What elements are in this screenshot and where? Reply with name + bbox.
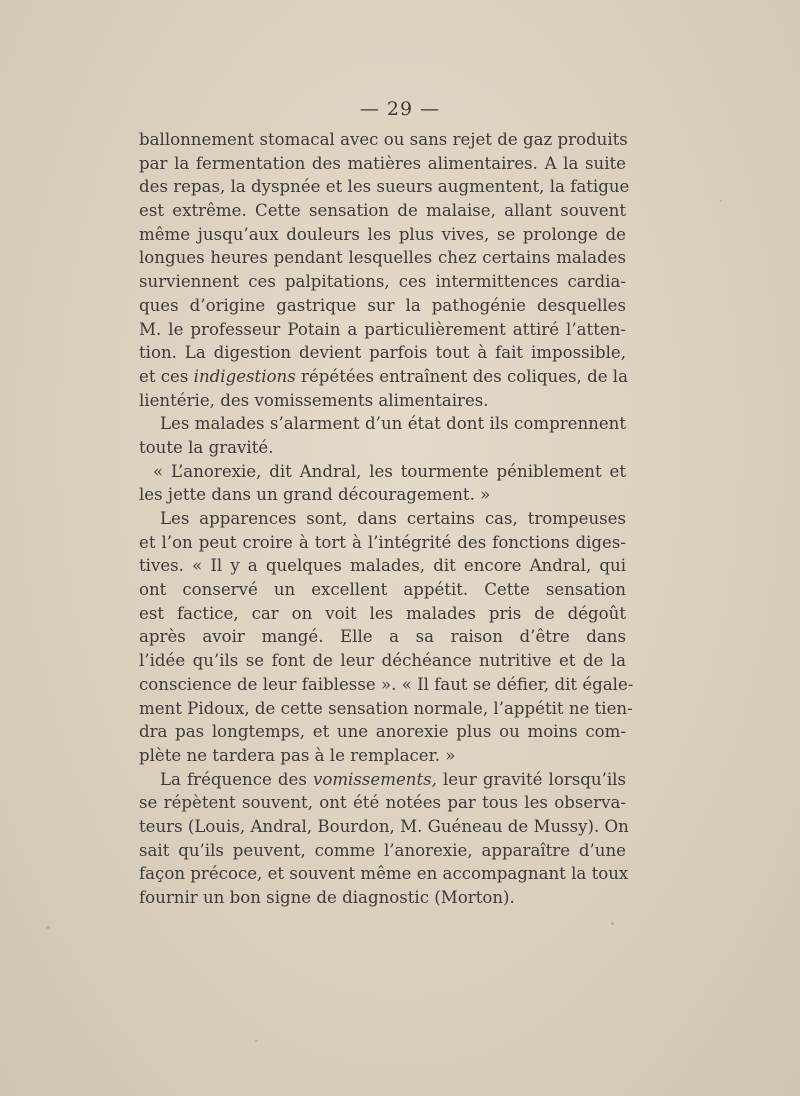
text-line: et l’on peut croire à tort à l’intégrité des fonctions diges- [139,532,626,552]
text-line: par la fermentation des matières alimentaires. A la suite [139,153,626,173]
text-line: se répètent souvent, ont été notées par tous les observa- [139,793,626,813]
text-line [139,365,626,389]
paper-speck [611,922,614,925]
text-line: longues heures pendant lesquelles chez certains malades [139,248,626,268]
text-line: teurs (Louis, Andral, Bourdon, M. Guéneau de Mussy). On [139,816,629,836]
text-line: l’idée qu’ils se font de leur déchéance nutritive et de la [139,651,626,671]
text-line: fournir un bon signe de diagnostic (Morton). [139,888,515,907]
text-line: conscience de leur faiblesse ». « Il faut se défier, dit égale- [139,674,634,694]
text-line: tives. « Il y a quelques malades, dit encore Andral, qui [139,556,626,576]
text-fragment: et ces [139,366,194,386]
page-number: — 29 — [359,98,441,120]
paragraph-start-line: « L’anorexie, dit Andral, les tourmente péniblement et [153,461,626,481]
body-text [139,128,634,910]
text-line: ballonnement stomacal avec ou sans rejet de gaz produits [139,130,628,149]
text-line: sait qu’ils peuvent, comme l’anorexie, apparaître d’une [139,840,626,860]
text-line: ques d’origine gastrique sur la pathogénie desquelles [139,295,626,315]
text-line: façon précoce, et souvent même en accompagnant la toux [139,864,629,884]
text-line: tion. La digestion devient parfois tout à fait impossible, [139,343,626,363]
italic-term: vomissements, [312,769,437,789]
text-line: est extrême. Cette sensation de malaise, allant souvent [139,201,626,221]
paragraph-start-line: Les apparences sont, dans certains cas, trompeuses [160,509,626,528]
text-line: les jette dans un grand découragement. » [139,485,491,505]
paper-speck [46,926,50,929]
paper-speck [255,1040,258,1042]
text-line: même jusqu’aux douleurs les plus vives, se prolonge de [139,224,626,244]
text-line: toute la gravité. [139,437,274,457]
text-fragment: leur gravité lorsqu’ils [436,769,626,789]
text-fragment: répétées entraînent des coliques, de la [295,366,628,386]
text-line: ont conservé un excellent appétit. Cette sensation [139,580,626,600]
text-line: M. le professeur Potain a particulièrement attiré l’atten- [139,319,626,339]
text-line: plète ne tardera pas à le remplacer. » [139,745,456,765]
paper-speck [720,200,722,202]
text-line: lientérie, des vomissements alimentaires. [139,390,489,410]
text-line: surviennent ces palpitations, ces intermittences cardia- [139,272,626,292]
text-line: dra pas longtemps, et une anorexie plus ou moins com- [139,722,626,742]
paragraph-start-line: Les malades s’alarment d’un état dont ils comprennent [160,414,626,434]
text-fragment: La fréquence des [160,769,313,789]
text-line: ment Pidoux, de cette sensation normale, l’appétit ne tien- [139,698,633,718]
paragraph-start-line [139,768,626,792]
text-line: après avoir mangé. Elle a sa raison d’être dans [139,627,626,647]
italic-term: indigestions [193,366,296,386]
text-line: est factice, car on voit les malades pris de dégoût [139,603,626,623]
text-line: des repas, la dyspnée et les sueurs augmentent, la fatigue [139,177,630,197]
